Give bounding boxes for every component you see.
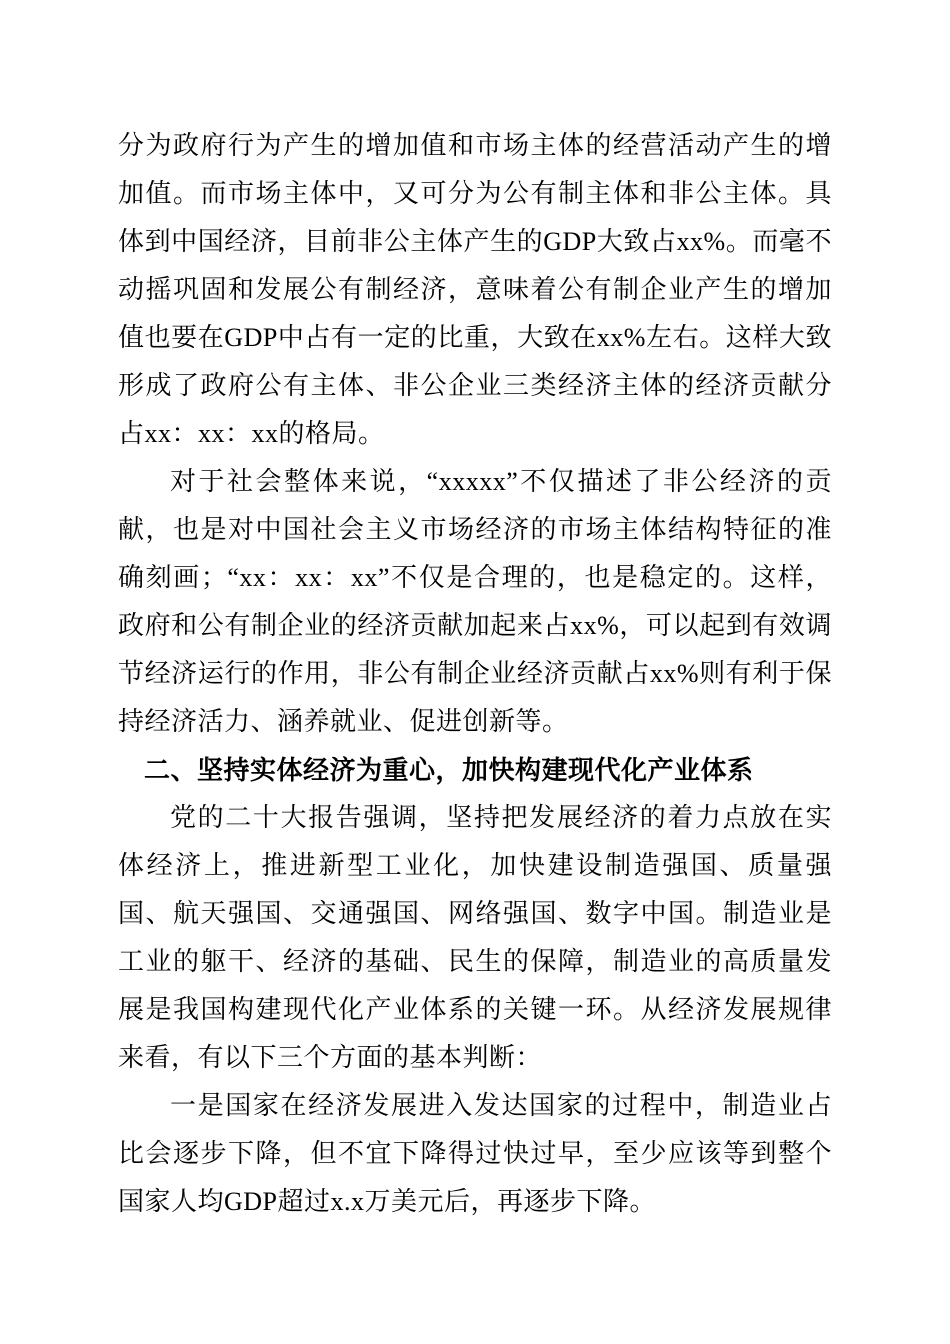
paragraph-continuation: 分为政府行为产生的增加值和市场主体的经营活动产生的增加值。而市场主体中，又可分为公有制主体和非公主体。具体到中国经济，目前非公主体产生的GDP大致占xx%。而毫不动摇巩固和发展公有制经济，意味着公有制企业产生的增加值也要在GDP中占有一定的比重，大致在xx%左右。这样大致形成了政府公有主体、非公企业三类经济主体的经济贡献分占xx：xx：xx的格局。 bbox=[118, 131, 832, 448]
paragraph: 对于社会整体来说，“xxxxx”不仅描述了非公经济的贡献，也是对中国社会主义市场经济的市场主体结构特征的准确刻画；“xx：xx：xx”不仅是合理的，也是稳定的。这样，政府和公有制企业的经济贡献加起来占xx%，可以起到有效调节经济运行的作用，非公有制企业经济贡献占xx%则有利于保持经济活力、涵养就业、促进创新等。 bbox=[118, 467, 832, 736]
paragraph: 一是国家在经济发展进入发达国家的过程中，制造业占比会逐步下降，但不宜下降得过快过早，至少应该等到整个国家人均GDP超过x.x万美元后，再逐步下降。 bbox=[118, 1091, 832, 1216]
section-heading: 二、坚持实体经济为重心，加快构建现代化产业体系 bbox=[144, 755, 754, 785]
paragraph: 党的二十大报告强调，坚持把发展经济的着力点放在实体经济上，推进新型工业化，加快建设制造强国、质量强国、航天强国、交通强国、网络强国、数字中国。制造业是工业的躯干、经济的基础、民生的保障，制造业的高质量发展是我国构建现代化产业体系的关键一环。从经济发展规律来看，有以下三个方面的基本判断： bbox=[118, 803, 832, 1072]
